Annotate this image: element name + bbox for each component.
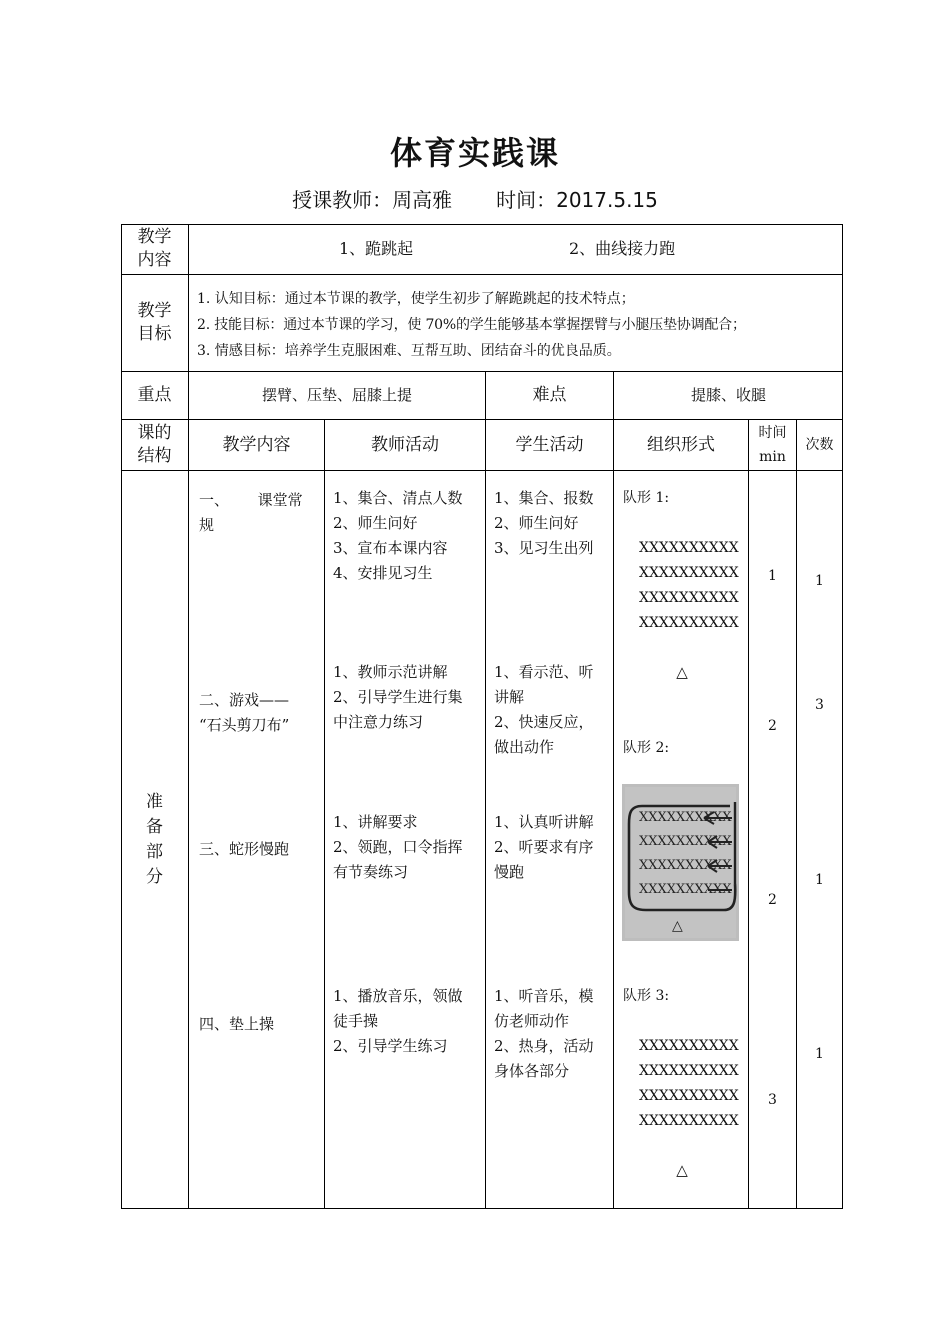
formation-3-label: 队形 3: <box>623 988 670 1004</box>
lesson-plan-table <box>121 224 843 1209</box>
item-1-count: 1 <box>815 573 824 589</box>
item-2-student: 1、看示范、听 讲解 2、快速反应， 做出动作 <box>494 663 594 756</box>
key-point-label: 重点 <box>137 385 172 405</box>
item-3-count: 1 <box>815 872 824 888</box>
lesson-info <box>0 184 950 213</box>
page-title: 体育实践课 <box>389 134 560 172</box>
item-1-time: 1 <box>768 568 777 584</box>
formation-1-row: XXXXXXXXXX <box>639 615 739 631</box>
formation-2-photo <box>622 784 739 941</box>
item-2-time: 2 <box>768 718 777 734</box>
formation-3-teacher-mark: △ <box>676 1161 688 1179</box>
content-row-label: 教学 内容 <box>137 227 172 270</box>
formation-1-teacher-mark: △ <box>676 663 688 681</box>
goal-affective: 3. 情感目标：培养学生克服困难、互帮互助、团结奋斗的优良品质。 <box>197 343 621 359</box>
time-label: 时间：2017.5.15 <box>496 188 658 212</box>
item-1-student: 1、集合、报数 2、师生问好 3、见习生出列 <box>494 489 594 557</box>
content-item-1: 1、跪跳起 <box>339 239 414 258</box>
item-1-content: 一、 课堂常 规 <box>199 491 303 534</box>
formation-2-teacher-mark: △ <box>672 918 683 934</box>
item-3-student: 1、认真听讲解 2、听要求有序 慢跑 <box>494 813 594 881</box>
col-time: 时间 min <box>758 425 787 465</box>
formation-1-row: XXXXXXXXXX <box>639 565 739 581</box>
item-3-teacher: 1、讲解要求 2、领跑，口令指挥 有节奏练习 <box>333 813 463 881</box>
item-4-student: 1、听音乐，模 仿老师动作 2、热身，活动 身体各部分 <box>494 987 594 1080</box>
item-2-teacher: 1、教师示范讲解 2、引导学生进行集 中注意力练习 <box>333 663 463 731</box>
formation-2-row: XXXXXXXXXX <box>639 858 732 873</box>
col-student-activity: 学生活动 <box>515 434 584 455</box>
formation-2-row: XXXXXXXXXX <box>639 810 732 825</box>
formation-1-label: 队形 1: <box>623 490 670 506</box>
col-teacher-activity: 教师活动 <box>371 434 439 455</box>
col-count: 次数 <box>805 436 834 453</box>
col-content: 教学内容 <box>222 434 291 455</box>
col-structure: 课的 结构 <box>137 423 172 466</box>
formation-3-row: XXXXXXXXXX <box>639 1038 739 1054</box>
content-item-2: 2、曲线接力跑 <box>569 239 676 258</box>
goal-skill: 2. 技能目标：通过本节课的学习，使 70%的学生能够基本掌握摆臂与小腿压垫协调配合； <box>197 317 746 333</box>
goals-row-label: 教学 目标 <box>137 301 172 344</box>
formation-2-row: XXXXXXXXXX <box>639 882 732 897</box>
difficulty-label: 难点 <box>532 385 567 405</box>
formation-1-row: XXXXXXXXXX <box>639 590 739 606</box>
item-2-content: 二、游戏—— “石头剪刀布” <box>199 691 290 734</box>
item-4-count: 1 <box>815 1046 824 1062</box>
item-3-content: 三、蛇形慢跑 <box>199 840 290 858</box>
item-4-content: 四、垫上操 <box>199 1015 275 1033</box>
goal-cognitive: 1. 认知目标：通过本节课的教学，使学生初步了解跪跳起的技术特点； <box>197 291 635 307</box>
formation-3-row: XXXXXXXXXX <box>639 1088 739 1104</box>
formation-2-label: 队形 2: <box>623 740 670 756</box>
formation-1-row: XXXXXXXXXX <box>639 540 739 556</box>
item-3-time: 2 <box>768 892 777 908</box>
teacher-label: 授课教师：周高雅 <box>292 188 453 212</box>
section-preparation: 准 备 部 分 <box>146 791 163 887</box>
item-4-time: 3 <box>768 1092 777 1108</box>
formation-3-row: XXXXXXXXXX <box>639 1113 739 1129</box>
difficulty-value: 提膝、收腿 <box>690 386 766 404</box>
col-organization: 组织形式 <box>647 434 715 455</box>
item-2-count: 3 <box>815 697 824 713</box>
formation-2-row: XXXXXXXXXX <box>639 834 732 849</box>
formation-3-row: XXXXXXXXXX <box>639 1063 739 1079</box>
key-point-value: 摆臂、压垫、屈膝上提 <box>261 386 412 404</box>
item-4-teacher: 1、播放音乐，领做 徒手操 2、引导学生练习 <box>333 987 463 1055</box>
item-1-teacher: 1、集合、清点人数 2、师生问好 3、宣布本课内容 4、安排见习生 <box>333 489 463 582</box>
